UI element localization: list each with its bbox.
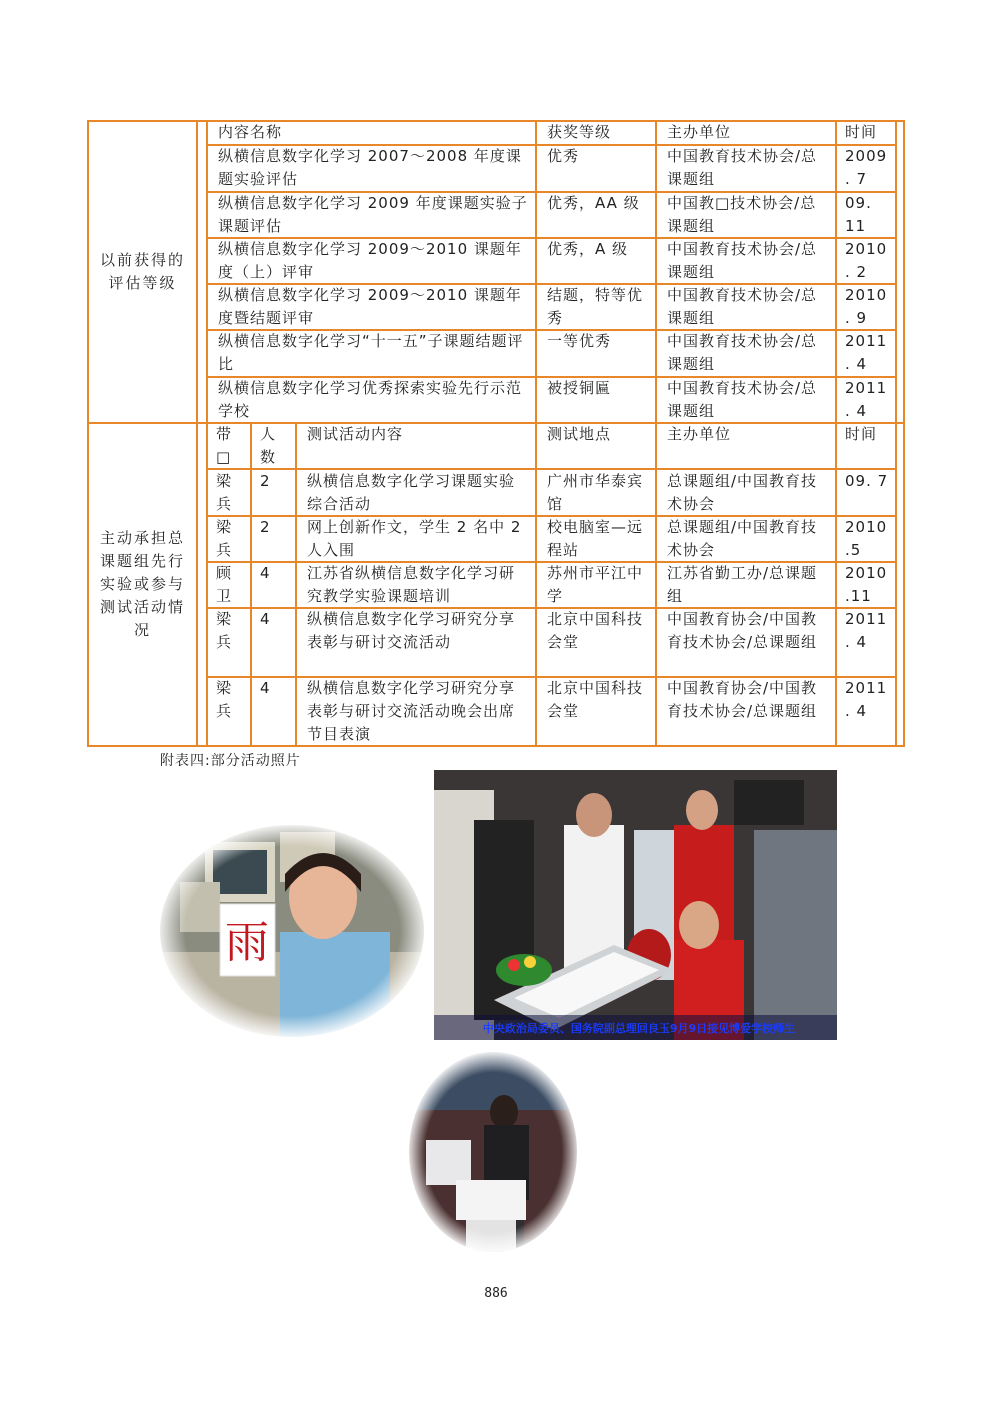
- row-level: 优秀: [547, 147, 580, 165]
- row-time: 2011 . 4: [845, 332, 888, 373]
- photo-boy-at-computer: [406, 1050, 581, 1255]
- header-leader: 带□: [216, 425, 233, 466]
- row-org: 总课题组/中国教育技术协会: [667, 518, 818, 559]
- row-place: 北京中国科技会堂: [547, 679, 644, 720]
- row-org: 中国教育技术协会/总课题组: [667, 147, 818, 188]
- header-content: 测试活动内容: [307, 425, 404, 443]
- row-level: 结题，特等优秀: [547, 286, 644, 327]
- row-place: 北京中国科技会堂: [547, 610, 644, 651]
- row-leader: 顾卫: [216, 564, 233, 605]
- row-name: 纵横信息数字化学习 2009 年度课题实验子课题评估: [218, 194, 528, 235]
- section2-label: 主动承担总课题组先行实验或参与测试活动情况: [99, 529, 185, 639]
- row-name: 纵横信息数字化学习优秀探索实验先行示范学校: [218, 379, 523, 420]
- row-content: 纵横信息数字化学习研究分享表彰与研讨交流活动晚会出席节目表演: [307, 679, 516, 743]
- row-time: 09. 7: [845, 472, 889, 490]
- row-count: 4: [260, 610, 271, 628]
- row-name: 纵横信息数字化学习 2009～2010 课题年度（上）评审: [218, 240, 522, 281]
- row-time: 2011 . 4: [845, 379, 888, 420]
- photo-keyboard-performance: [434, 770, 837, 1040]
- row-count: 2: [260, 518, 271, 536]
- header-place: 测试地点: [547, 425, 612, 443]
- row-place: 苏州市平江中学: [547, 564, 644, 605]
- row-org: 江苏省勤工办/总课题组: [667, 564, 818, 605]
- row-place: 校电脑室—远程站: [547, 518, 644, 559]
- header-time: 时间: [845, 425, 878, 443]
- row-time: 2010 .11: [845, 564, 888, 605]
- row-count: 2: [260, 472, 271, 490]
- row-time: 09. 11: [845, 194, 872, 235]
- header-count: 人数: [260, 425, 277, 466]
- row-org: 中国教育技术协会/总课题组: [667, 240, 818, 281]
- row-leader: 梁兵: [216, 610, 233, 651]
- row-org: 中国教育协会/中国教育技术协会/总课题组: [667, 679, 818, 720]
- row-content: 纵横信息数字化学习研究分享表彰与研讨交流活动: [307, 610, 516, 651]
- header-org: 主办单位: [667, 425, 732, 443]
- row-time: 2010 . 9: [845, 286, 888, 327]
- row-org: 总课题组/中国教育技术协会: [667, 472, 818, 513]
- row-level: 一等优秀: [547, 332, 612, 350]
- row-leader: 梁兵: [216, 679, 233, 720]
- row-time: 2010 . 2: [845, 240, 888, 281]
- row-level: 优秀，AA 级: [547, 194, 640, 212]
- row-org: 中国教育技术协会/总课题组: [667, 332, 818, 373]
- photos-caption: 附表四:部分活动照片: [160, 753, 301, 769]
- row-name: 纵横信息数字化学习 2009～2010 课题年度暨结题评审: [218, 286, 522, 327]
- row-org: 中国教育技术协会/总课题组: [667, 286, 818, 327]
- row-leader: 梁兵: [216, 472, 233, 513]
- row-count: 4: [260, 564, 271, 582]
- row-org: 中国教育协会/中国教育技术协会/总课题组: [667, 610, 818, 651]
- row-level: 优秀，A 级: [547, 240, 629, 258]
- header-level: 获奖等级: [547, 123, 612, 141]
- row-time: 2009 . 7: [845, 147, 888, 188]
- row-time: 2010 .5: [845, 518, 888, 559]
- row-name: 纵横信息数字化学习“十一五”子课题结题评比: [218, 332, 524, 373]
- row-leader: 梁兵: [216, 518, 233, 559]
- header-time: 时间: [845, 123, 878, 141]
- row-content: 网上创新作文，学生 2 名中 2 人入围: [307, 518, 522, 559]
- header-name: 内容名称: [218, 123, 283, 141]
- page-number: 886: [484, 1286, 508, 1301]
- row-content: 江苏省纵横信息数字化学习研究教学实验课题培训: [307, 564, 516, 605]
- section1-label: 以前获得的评估等级: [99, 251, 185, 292]
- row-org: 中国教育技术协会/总课题组: [667, 379, 818, 420]
- row-time: 2011 . 4: [845, 610, 888, 651]
- row-org: 中国教□技术协会/总课题组: [667, 194, 817, 235]
- photo-caption-text: 中央政治局委员、国务院副总理回良玉9月9日接见博爱学校师生: [482, 1022, 796, 1035]
- row-level: 被授铜匾: [547, 379, 612, 397]
- photo-girl-with-card: [155, 822, 430, 1040]
- header-org: 主办单位: [667, 123, 732, 141]
- row-place: 广州市华泰宾馆: [547, 472, 644, 513]
- row-content: 纵横信息数字化学习课题实验综合活动: [307, 472, 516, 513]
- row-count: 4: [260, 679, 271, 697]
- row-time: 2011 . 4: [845, 679, 888, 720]
- row-name: 纵横信息数字化学习 2007～2008 年度课题实验评估: [218, 147, 522, 188]
